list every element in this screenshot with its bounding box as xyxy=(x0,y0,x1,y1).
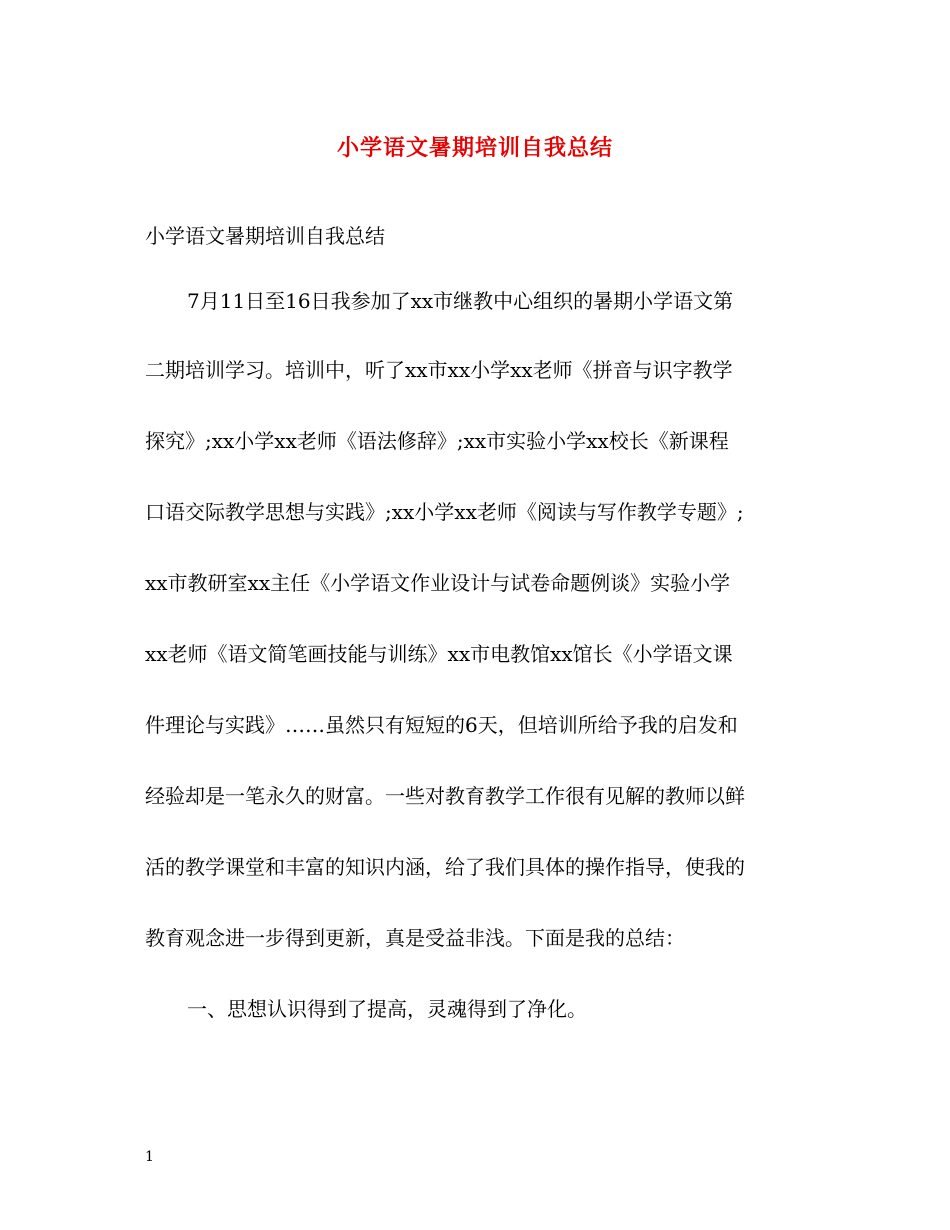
paragraph-line: 二期培训学习。培训中，听了xx市xx小学xx老师《拼音与识字教学 xyxy=(145,358,733,382)
paragraph-line: 7月11日至16日我参加了xx市继教中心组织的暑期小学语文第 xyxy=(187,289,734,313)
paragraph-line: xx市教研室xx主任《小学语文作业设计与试卷命题例谈》实验小学 xyxy=(145,571,731,595)
paragraph-line: 经验却是一笔永久的财富。一些对教育教学工作很有见解的教师以鲜 xyxy=(145,784,745,808)
paragraph-line: xx老师《语文简笔画技能与训练》xx市电教馆xx馆长《小学语文课 xyxy=(145,642,733,666)
paragraph-line: 探究》;xx小学xx老师《语法修辞》;xx市实验小学xx校长《新课程 xyxy=(145,429,729,453)
paragraph-line: 件理论与实践》……虽然只有短短的6天，但培训所给予我的启发和 xyxy=(145,713,738,737)
paragraph-line: 口语交际教学思想与实践》;xx小学xx老师《阅读与写作教学专题》; xyxy=(145,500,744,524)
paragraph-line: 教育观念进一步得到更新，真是受益非浅。下面是我的总结： xyxy=(145,926,685,950)
page-number: 1 xyxy=(145,1149,154,1165)
section-heading: 一、思想认识得到了提高，灵魂得到了净化。 xyxy=(187,997,587,1021)
document-title: 小学语文暑期培训自我总结 xyxy=(336,135,613,161)
paragraph-line: 活的教学课堂和丰富的知识内涵，给了我们具体的操作指导，使我的 xyxy=(145,855,745,879)
document-subtitle: 小学语文暑期培训自我总结 xyxy=(145,224,385,248)
